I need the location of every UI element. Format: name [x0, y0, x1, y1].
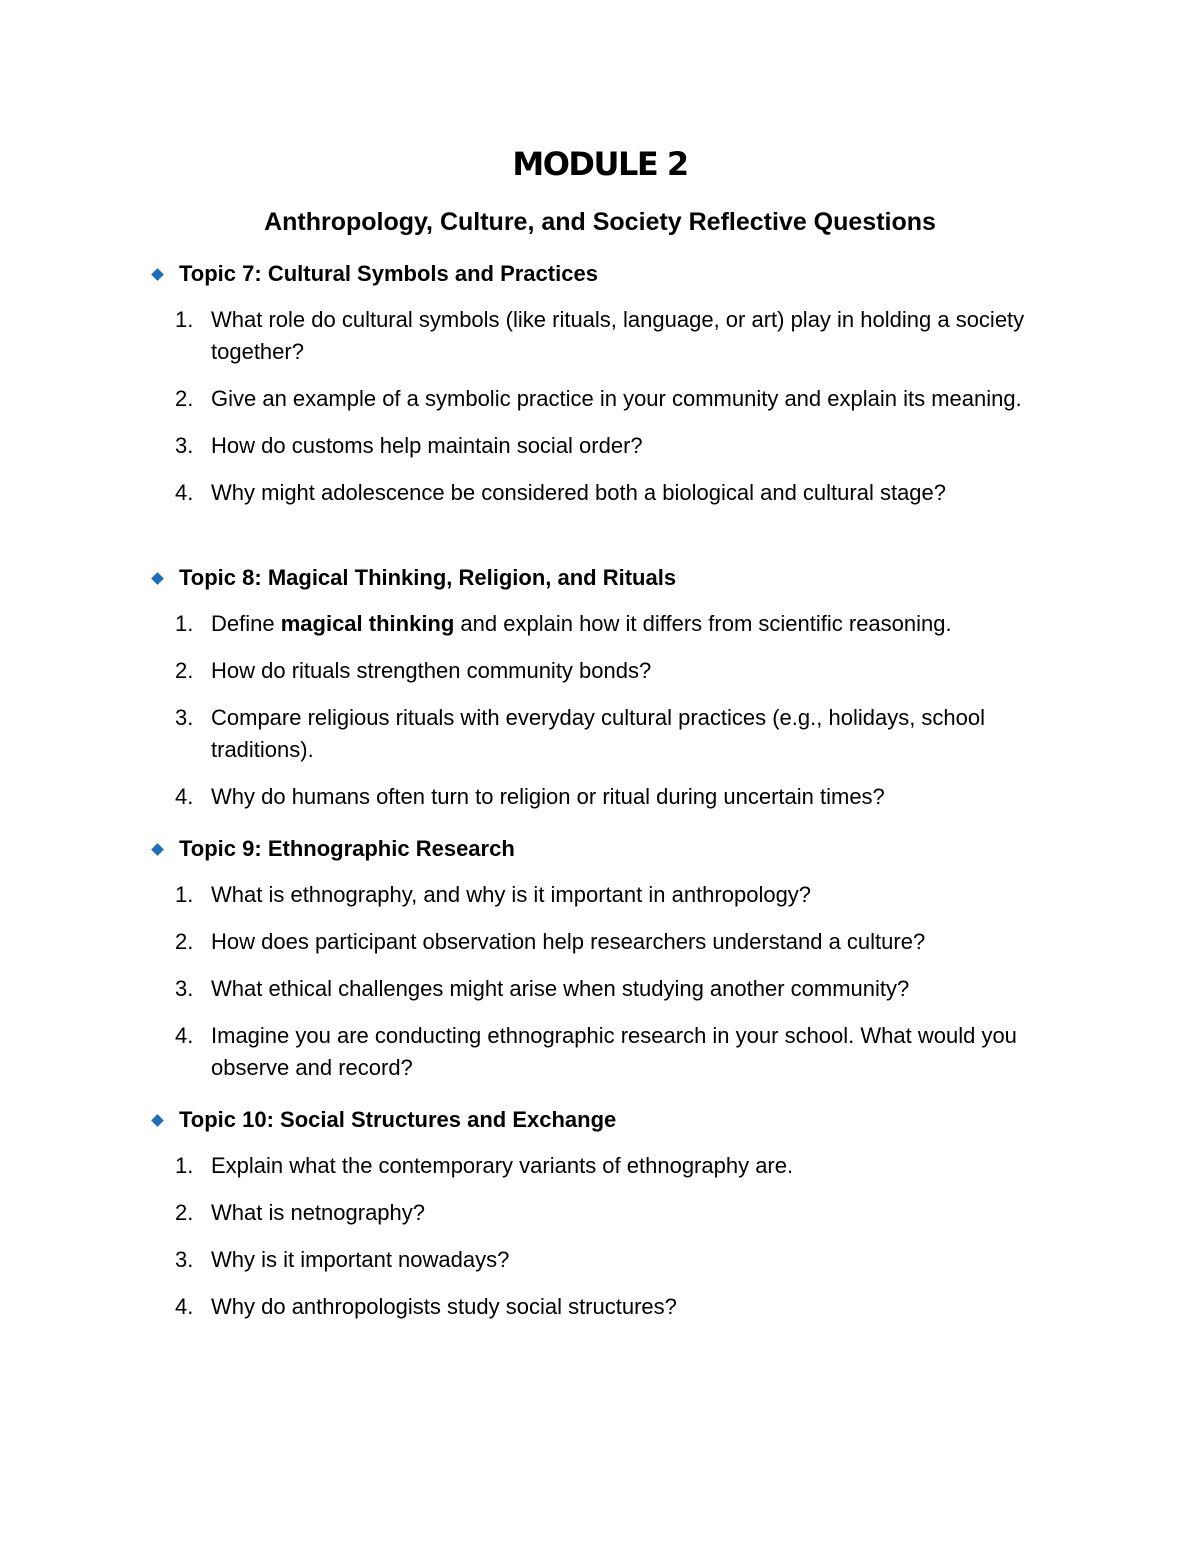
question-text: Give an example of a symbolic practice in your community and explain its meaning.: [211, 386, 1022, 411]
question-text: [211, 608, 1050, 640]
question-number: 3.: [175, 976, 194, 1001]
topic-heading: [150, 258, 1050, 290]
question-number: 1.: [175, 882, 194, 907]
topic-heading: [150, 1104, 1050, 1136]
question-text: How does participant observation help researchers understand a culture?: [211, 929, 926, 954]
question-text: What is netnography?: [211, 1200, 426, 1225]
question-number: 2.: [175, 386, 194, 411]
question-item: [150, 702, 1050, 766]
question-number: 3.: [175, 433, 194, 458]
question-text: Explain what the contemporary variants of ethnography are.: [211, 1153, 794, 1178]
topic-heading: [150, 833, 1050, 865]
question-text: Why do humans often turn to religion or ritual during uncertain times?: [211, 784, 885, 809]
question-item: [150, 1020, 1050, 1084]
question-item: [150, 655, 1050, 687]
question-item: [150, 781, 1050, 813]
question-text: What role do cultural symbols (like rituals, language, or art) play in holding a society together?: [211, 307, 1025, 364]
question-text: Why might adolescence be considered both a biological and cultural stage?: [211, 480, 947, 505]
diamond-icon: [151, 843, 164, 856]
page-title: MODULE 2: [512, 145, 688, 183]
topic-section-8: [150, 562, 1050, 813]
topic-heading-label: Topic 10: Social Structures and Exchange: [179, 1107, 617, 1132]
question-item: [150, 430, 1050, 462]
diamond-icon: [151, 572, 164, 585]
topic-section-7: [150, 258, 1050, 509]
topic-heading-label: Topic 8: Magical Thinking, Religion, and Rituals: [179, 565, 677, 590]
question-number: 1.: [175, 611, 194, 636]
question-item: [150, 1197, 1050, 1229]
question-text: What ethical challenges might arise when studying another community?: [211, 976, 910, 1001]
question-number: 4.: [175, 480, 194, 505]
question-item: [150, 383, 1050, 415]
question-number: 4.: [175, 1023, 194, 1048]
question-item: [150, 926, 1050, 958]
question-list: [150, 608, 1050, 813]
question-list: [150, 304, 1050, 509]
question-number: 2.: [175, 1200, 194, 1225]
topic-heading: [150, 562, 1050, 594]
question-number: 3.: [175, 705, 194, 730]
question-list: [150, 1150, 1050, 1323]
bold-term: magical thinking: [280, 611, 455, 636]
question-item: [150, 304, 1050, 368]
question-item: [150, 1150, 1050, 1182]
question-item: [150, 477, 1050, 509]
topic-heading-label: Topic 9: Ethnographic Research: [179, 836, 515, 861]
question-text: Compare religious rituals with everyday cultural practices (e.g., holidays, school traditions).: [211, 705, 986, 762]
question-number: 4.: [175, 1294, 194, 1319]
topic-section-10: [150, 1104, 1050, 1323]
question-text: Why do anthropologists study social structures?: [211, 1294, 677, 1319]
question-number: 1.: [175, 1153, 194, 1178]
question-number: 2.: [175, 929, 194, 954]
diamond-icon: [151, 1114, 164, 1127]
question-item: [150, 608, 1050, 640]
question-text-end: and explain how it differs from scientific reasoning.: [454, 611, 952, 636]
question-text: What is ethnography, and why is it important in anthropology?: [211, 882, 812, 907]
question-item: [150, 1291, 1050, 1323]
question-text: Imagine you are conducting ethnographic research in your school. What would you observe and record?: [211, 1023, 1017, 1080]
question-number: 2.: [175, 658, 194, 683]
question-number: 4.: [175, 784, 194, 809]
question-list: [150, 879, 1050, 1084]
topic-section-9: [150, 833, 1050, 1084]
question-text: How do customs help maintain social order?: [211, 433, 643, 458]
question-text-start: Define: [211, 611, 281, 636]
question-number: 1.: [175, 307, 194, 332]
question-item: [150, 973, 1050, 1005]
question-item: [150, 1244, 1050, 1276]
question-number: 3.: [175, 1247, 194, 1272]
topic-heading-label: Topic 7: Cultural Symbols and Practices: [179, 261, 598, 286]
page-subtitle: Anthropology, Culture, and Society Reflective Questions: [264, 208, 936, 236]
question-text: Why is it important nowadays?: [211, 1247, 510, 1272]
question-item: [150, 879, 1050, 911]
question-text: How do rituals strengthen community bonds?: [211, 658, 652, 683]
diamond-icon: [151, 268, 164, 281]
